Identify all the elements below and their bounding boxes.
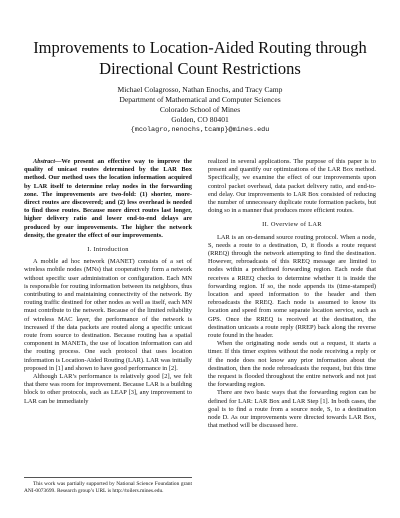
- abstract-label: Abstract—: [33, 158, 62, 165]
- intro-paragraph-2: Although LAR’s performance is relatively good [2], we felt that there was room for improvement. Because LAR is a building block to other protocols, such as LEAP [3], any improvement to LAR can be immediately: [24, 373, 192, 405]
- abstract: [24, 158, 192, 240]
- author-names: Michael Colagrosso, Nathan Enochs, and Tracy Camp: [117, 85, 283, 94]
- author-block: [40, 85, 360, 135]
- left-column: [24, 158, 192, 406]
- institution: Colorado School of Mines: [159, 105, 241, 114]
- location: Golden, CO 80401: [171, 115, 229, 124]
- right-column: [208, 158, 376, 431]
- section-heading-introduction: I. Introduction: [87, 246, 129, 254]
- overview-paragraph-1: LAR is an on-demand source routing protocol. When a node, S, needs a route to a destination, D, it floods a route request (RREQ) through the network attempting to find the destination. However, rebroadcasts of this RREQ message are limited to nodes within a predefined forwarding region. Each node that receives a RREQ checks to determine whether it is inside the forwarding region. If so, the node appends its (time-stamped) location and speed information to the header and then rebroadcasts the RREQ. Each node is assumed to know its location and speed from some separate location service, such as GPS. Once the RREQ is received at the destination, the destination unicasts a route reply (RREP) back along the reverse route found in the header.: [208, 233, 376, 340]
- department: Department of Mathematical and Computer Sciences: [119, 95, 281, 104]
- overview-paragraph-2: When the originating node sends out a request, it starts a timer. If this timer expires without the node receiving a reply or if the node does not know any prior information about the destination, then the node rebroadcasts the request, but this time the request is flooded throughout the entire network and not just the forwarding region.: [208, 340, 376, 389]
- paper-title: Improvements to Location-Aided Routing through Directional Count Restrictions: [33, 38, 367, 78]
- footnote: [24, 477, 192, 495]
- overview-paragraph-3: There are two basic ways that the forwarding region can be defined for LAR: LAR Box and LAR Step [1]. In both cases, the goal is to find a route from a source node, S, to a destination node D. As our improvements were directed towards LAR Box, that method will be discussed here.: [208, 389, 376, 430]
- author-email: {mcolagro,nenochs,tcamp}@mines.edu: [130, 126, 270, 134]
- intro-paragraph-3: realized in several applications. The purpose of this paper is to present and quantify our optimizations of the LAR Box method. Specifically, we examine the effect of our improvements upon control packet overhead, data packet delivery ratio, and end-to-end delay. Our improvements to LAR Box consisted of reducing the number of unnecessary duplicate route formation packets, but doing so in a manner that produces more efficient routes.: [208, 158, 376, 215]
- section-heading-overview: II. Overview of LAR: [262, 221, 322, 229]
- intro-paragraph-1: A mobile ad hoc network (MANET) consists of a set of wireless mobile nodes (MNs) that cooperatively form a network without specific user administration or configuration. Each MN is responsible for routing information between its neighbors, thus contributing to and maintaining connectivity of the network. By routing traffic destined for other nodes as well as itself, each MN must contribute to the network. Because of the limited reliability of wireless MAC layer, the performance of the network is increased if the data packets are routed along a specific unicast route from source to destination. Because routing has a spatial component in MANETs, the use of location information can aid the routing process. One such protocol that uses location information is Location-Aided Routing (LAR). LAR was initially proposed in [1] and shown to have good performance in [2].: [24, 258, 192, 372]
- footnote-text: This work was partially supported by National Science Foundation grant ANI-0073699. Research group’s URL is http://toilers.mines.edu.: [24, 481, 192, 494]
- abstract-text: We present an effective way to improve the quality of unicast routes determined by the LAR Box method. Our method uses the location information acquired by LAR itself to determine relay nodes in the forwarding zone. The improvements are two-fold: (1) shorter, more-direct routes are discovered; and (2) less overhead is needed to find those routes. Because more direct routes last longer, higher delivery ratio and lower end-to-end delays are produced by our improvements. The higher the network density, the greater the effect of our improvements.: [24, 158, 192, 239]
